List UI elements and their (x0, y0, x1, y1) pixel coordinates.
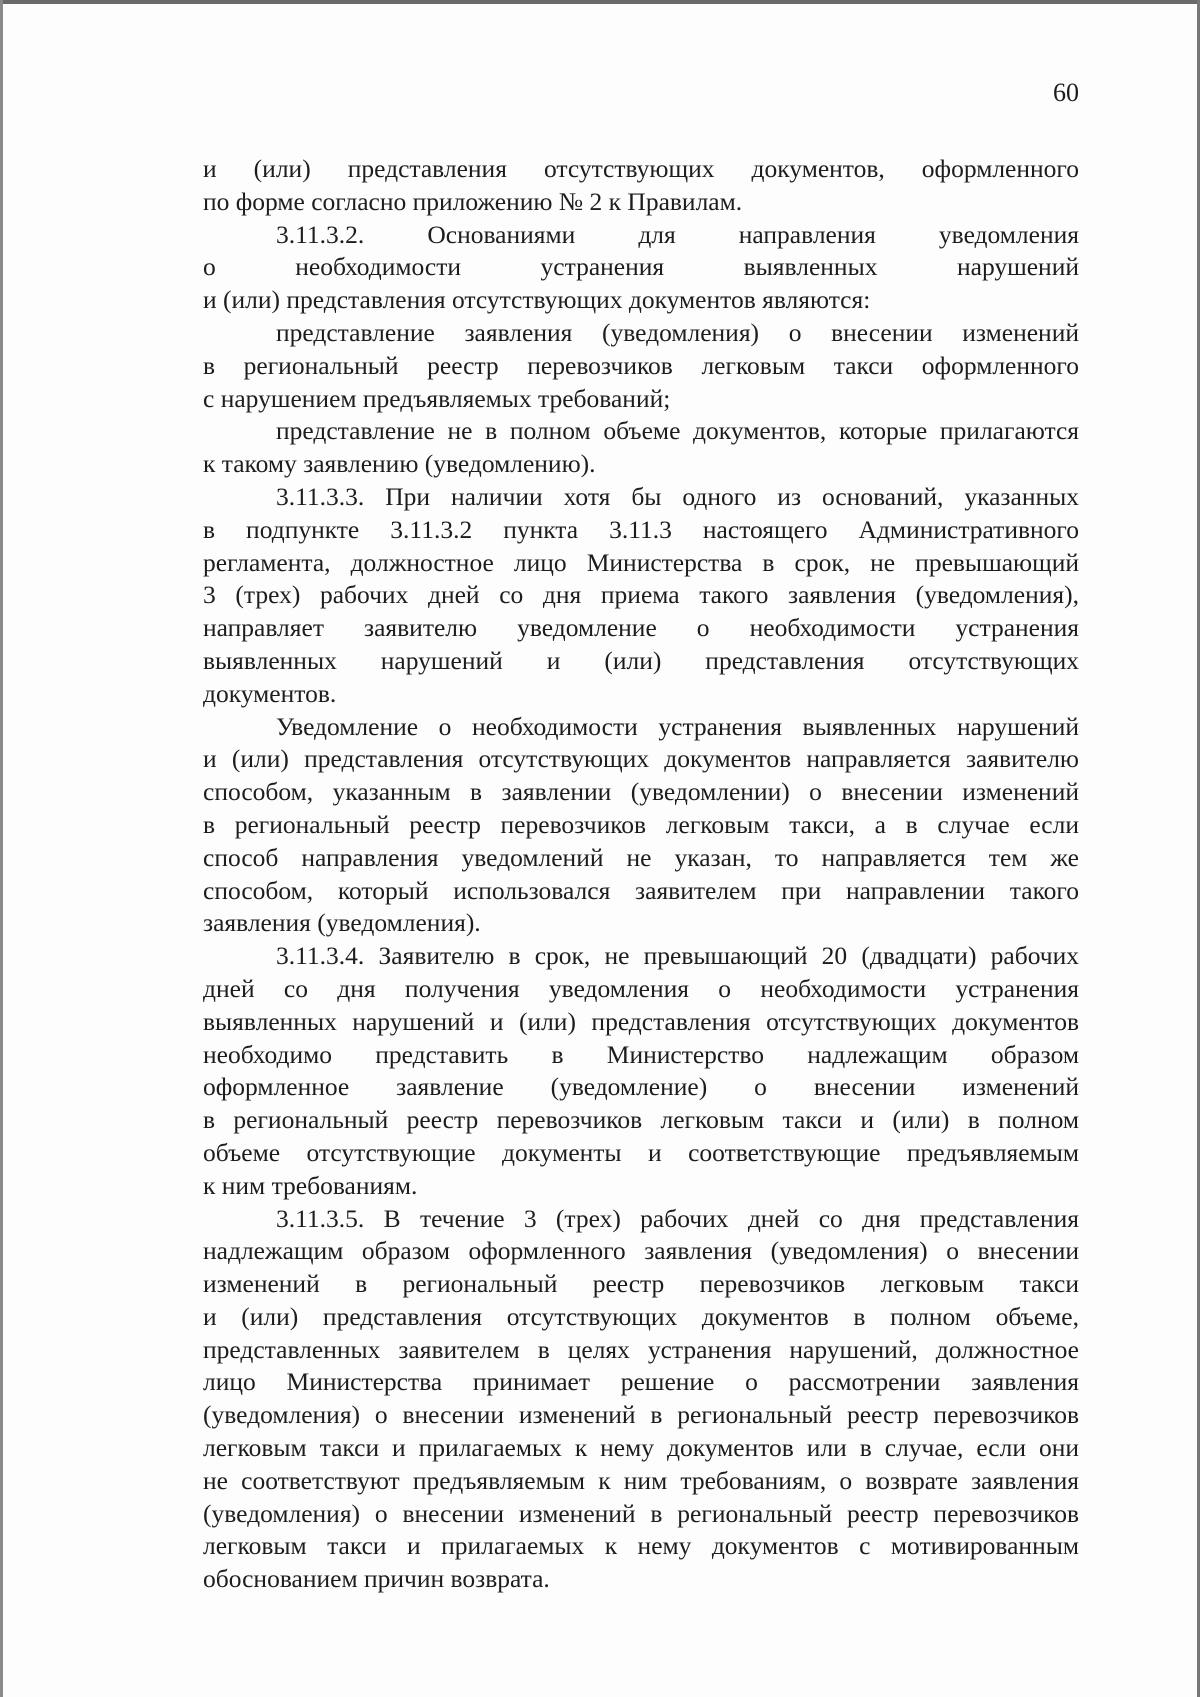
text-line: заявления (уведомления). (203, 908, 481, 938)
text-line: дней со дня получения уведомления о необходимости устранения (203, 973, 1079, 1003)
text-line: 3.11.3.3. При наличии хотя бы одного из оснований, указанных (276, 481, 1079, 511)
text-line: легковым такси и прилагаемых к нему документов или в случае, если они (203, 1433, 1079, 1463)
text-line: к такому заявлению (уведомлению). (203, 449, 596, 479)
page-number: 60 (1053, 78, 1079, 107)
text-line: и (или) представления отсутствующих документов, оформленного (203, 154, 1079, 183)
text-line: представление не в полном объеме документов, которые прилагаются (276, 416, 1079, 446)
text-line: способом, указанным в заявлении (уведомлении) о внесении изменений (203, 777, 1079, 807)
text-line: легковым такси и прилагаемых к нему документов с мотивированным (203, 1531, 1079, 1561)
text-line: к ним требованиям. (203, 1170, 418, 1200)
text-line: в региональный реестр перевозчиков легковым такси, а в случае если (203, 809, 1079, 839)
text-line: 3.11.3.5. В течение 3 (трех) рабочих дней со дня представления (276, 1203, 1079, 1233)
text-line: Уведомление о необходимости устранения выявленных нарушений (276, 711, 1079, 741)
text-line: надлежащим образом оформленного заявления (уведомления) о внесении (203, 1236, 1079, 1266)
text-line: не соответствуют предъявляемым к ним требованиям, о возврате заявления (203, 1465, 1079, 1495)
text-line: обоснованием причин возврата. (203, 1564, 550, 1594)
text-line: изменений в региональный реестр перевозчиков легковым такси (203, 1269, 1079, 1299)
text-line: в региональный реестр перевозчиков легковым такси оформленного (203, 350, 1079, 380)
text-line: о необходимости устранения выявленных нарушений (203, 252, 1079, 282)
text-line: способ направления уведомлений не указан, то направляется тем же (203, 842, 1079, 872)
text-line: необходимо представить в Министерство надлежащим образом (203, 1039, 1079, 1069)
scan-top-edge (0, 0, 1200, 4)
text-line: направляет заявителю уведомление о необходимости устранения (203, 613, 1079, 643)
text-line: выявленных нарушений и (или) представления отсутствующих документов (203, 1006, 1079, 1036)
text-line: (уведомления) о внесении изменений в региональный реестр перевозчиков (203, 1498, 1079, 1528)
text-line: в подпункте 3.11.3.2 пункта 3.11.3 настоящего Административного (203, 514, 1079, 544)
text-line: 3 (трех) рабочих дней со дня приема такого заявления (уведомления), (203, 580, 1079, 610)
text-line: 3.11.3.4. Заявителю в срок, не превышающий 20 (двадцати) рабочих (276, 941, 1079, 971)
document-body (203, 153, 1079, 1596)
text-line: лицо Министерства принимает решение о рассмотрении заявления (203, 1367, 1079, 1397)
text-line: объеме отсутствующие документы и соответствующие предъявляемым (203, 1137, 1079, 1167)
text-line: (уведомления) о внесении изменений в региональный реестр перевозчиков (203, 1400, 1079, 1430)
text-line: способом, который использовался заявителем при направлении такого (203, 875, 1079, 905)
text-line: документов. (203, 678, 337, 708)
text-line: с нарушением предъявляемых требований; (203, 383, 671, 413)
text-line: выявленных нарушений и (или) представления отсутствующих (203, 645, 1079, 675)
text-line: по форме согласно приложению № 2 к Правилам. (203, 186, 743, 216)
text-line: оформленное заявление (уведомление) о внесении изменений (203, 1072, 1079, 1102)
text-line: представление заявления (уведомления) о внесении изменений (276, 317, 1079, 347)
text-line: и (или) представления отсутствующих документов направляется заявителю (203, 744, 1079, 774)
text-line: 3.11.3.2. Основаниями для направления уведомления (276, 219, 1079, 249)
text-line: и (или) представления отсутствующих документов в полном объеме, (203, 1301, 1079, 1331)
text-line: регламента, должностное лицо Министерства в срок, не превышающий (203, 547, 1079, 577)
text-line: представленных заявителем в целях устранения нарушений, должностное (203, 1334, 1079, 1364)
text-line: и (или) представления отсутствующих документов являются: (203, 285, 871, 315)
text-line: в региональный реестр перевозчиков легковым такси и (или) в полном (203, 1105, 1079, 1135)
scan-left-edge (0, 0, 3, 1697)
